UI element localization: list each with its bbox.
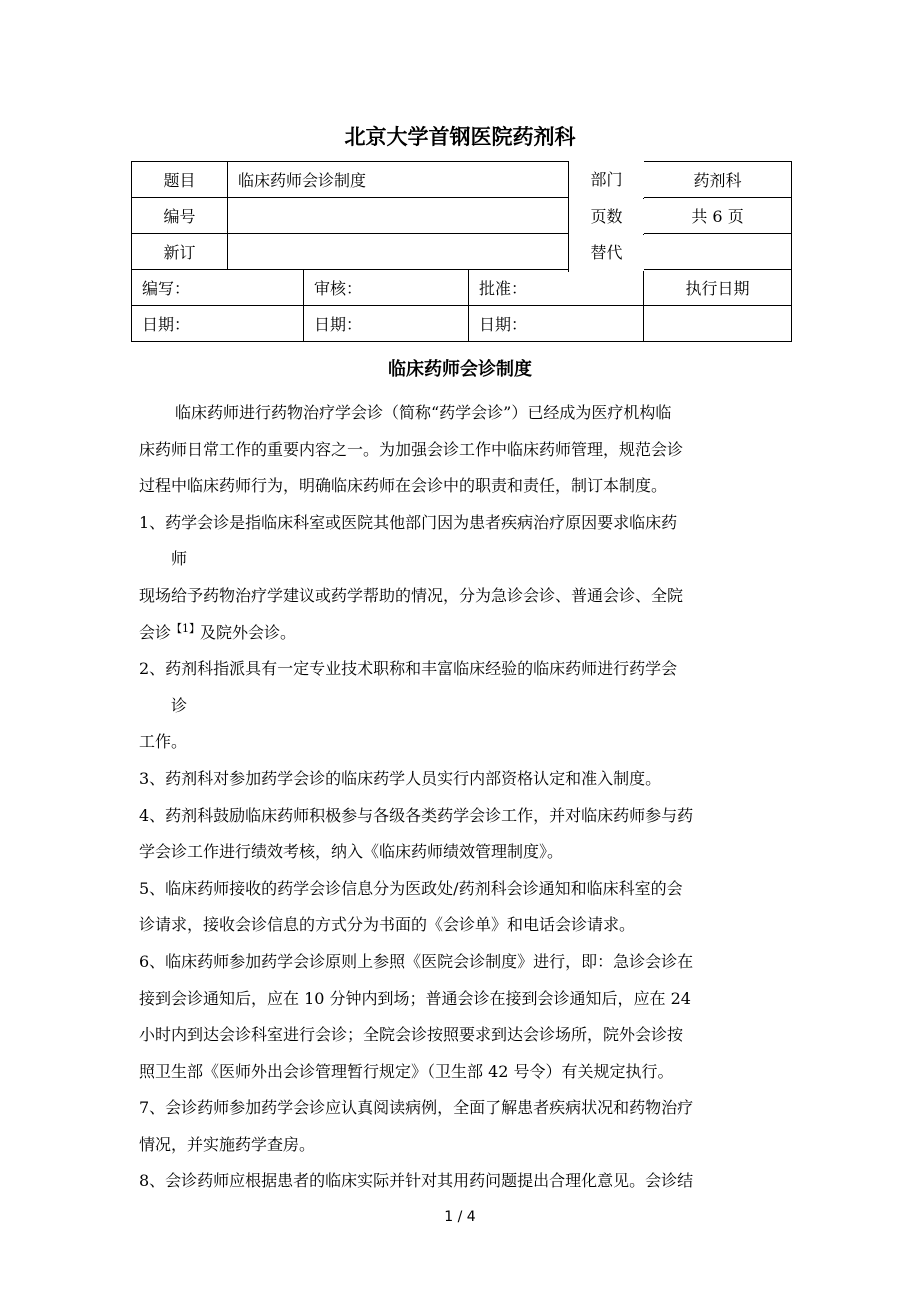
- page-indicator: 1 / 4: [444, 1209, 476, 1225]
- reference-marker: 【1】: [171, 621, 201, 635]
- item-1-line: 现场给予药物治疗学建议或药学帮助的情况，分为急诊会诊、普通会诊、全院: [139, 585, 684, 605]
- item-3-line: 3、药剂科对参加药学会诊的临床药学人员实行内部资格认定和准入制度。: [139, 768, 662, 788]
- number-value: [228, 198, 644, 234]
- revision-label: 新订: [132, 234, 228, 270]
- document-title: 临床药师会诊制度: [388, 359, 532, 380]
- item-2-line: 2、药剂科指派具有一定专业技术职称和丰富临床经验的临床药师进行药学会: [139, 659, 678, 679]
- item-1-line: [139, 615, 789, 652]
- item-2-line: 工作。: [139, 732, 188, 752]
- item-7-line: 7、会诊药师参加药学会诊应认真阅读病例，全面了解患者疾病状况和药物治疗: [139, 1098, 694, 1118]
- item-4-line: 学会诊工作进行绩效考核，纳入《临床药师绩效管理制度》。: [139, 842, 564, 862]
- author-date-label: 日期：: [132, 306, 304, 342]
- item-6-line: 接到会诊通知后，应在 10 分钟内到场；普通会诊在接到会诊通知后，应在 24: [139, 988, 691, 1008]
- topic-label: 题目: [132, 162, 228, 198]
- author-label: 编写：: [132, 270, 304, 306]
- item-6-line: 6、临床药师参加药学会诊原则上参照《医院会诊制度》进行，即：急诊会诊在: [139, 951, 694, 971]
- review-date-label: 日期：: [304, 306, 469, 342]
- header-row-dates: [132, 306, 792, 342]
- effective-date-label: 执行日期: [644, 270, 792, 306]
- approve-label: 批准：: [469, 270, 644, 306]
- header-row-number: [132, 198, 792, 234]
- document-body: [139, 395, 789, 1200]
- number-label: 编号: [132, 198, 228, 234]
- document-header-table: [131, 161, 792, 342]
- item-1-text: 及院外会诊。: [200, 622, 297, 642]
- header-row-topic: [132, 162, 792, 198]
- item-2-line: 诊: [171, 695, 188, 715]
- item-1-line: 师: [171, 549, 188, 569]
- revision-value: [228, 234, 644, 270]
- intro-line: 过程中临床药师行为，明确临床药师在会诊中的职责和责任，制订本制度。: [139, 476, 668, 496]
- item-7-line: 情况，并实施药学查房。: [139, 1134, 316, 1154]
- item-8-line: 8、会诊药师应根据患者的临床实际并针对其用药问题提出合理化意见。会诊结: [139, 1171, 694, 1191]
- item-1-line: 1、药学会诊是指临床科室或医院其他部门因为患者疾病治疗原因要求临床药: [139, 512, 678, 532]
- item-6-line: 小时内到达会诊科室进行会诊；全院会诊按照要求到达会诊场所，院外会诊按: [139, 1025, 684, 1045]
- item-4-line: 4、药剂科鼓励临床药师积极参与各级各类药学会诊工作，并对临床药师参与药: [139, 805, 694, 825]
- intro-line: 床药师日常工作的重要内容之一。为加强会诊工作中临床药师管理，规范会诊: [139, 439, 684, 459]
- department-value: 药剂科: [644, 162, 792, 198]
- item-1-text: 会诊: [139, 622, 172, 642]
- department-label: 部门: [569, 161, 644, 198]
- review-label: 审核：: [304, 270, 469, 306]
- organization-title: 北京大学首钢医院药剂科: [344, 125, 576, 149]
- replace-value: [644, 234, 792, 270]
- replace-label: 替代: [569, 235, 644, 271]
- header-row-signoff: [132, 270, 792, 306]
- item-5-line: 5、临床药师接收的药学会诊信息分为医政处/药剂科会诊通知和临床科室的会: [139, 878, 683, 898]
- pages-label: 页数: [569, 199, 644, 234]
- header-row-revision: [132, 234, 792, 270]
- topic-value: 临床药师会诊制度: [228, 162, 644, 198]
- page-count-value: 共 6 页: [644, 198, 792, 234]
- item-6-line: 照卫生部《医师外出会诊管理暂行规定》（卫生部 42 号令）有关规定执行。: [139, 1061, 674, 1081]
- effective-date-value: [644, 306, 792, 342]
- intro-line: 临床药师进行药物治疗学会诊（简称“药学会诊”）已经成为医疗机构临: [175, 403, 672, 422]
- item-5-line: 诊请求，接收会诊信息的方式分为书面的《会诊单》和电话会诊请求。: [139, 915, 636, 935]
- approve-date-label: 日期：: [469, 306, 644, 342]
